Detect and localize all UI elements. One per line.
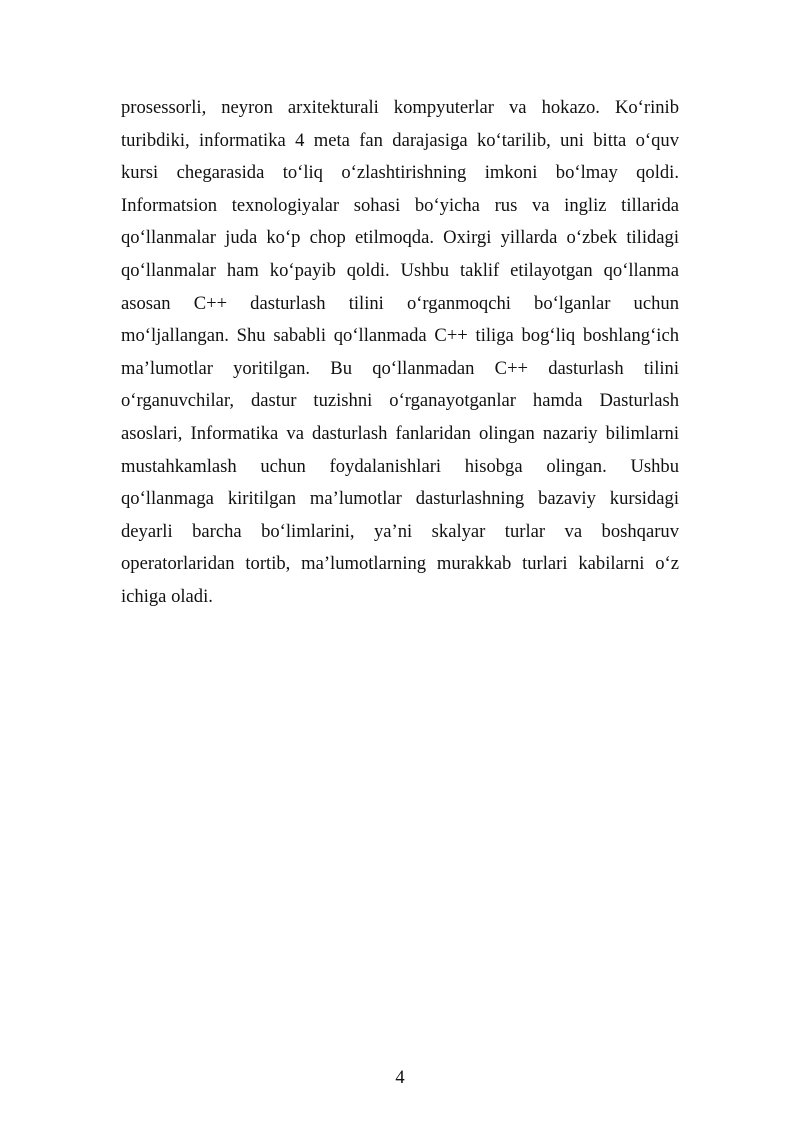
paragraph-line: Informatsion texnologiyalar sohasi boʻyicha rus va ingliz tillarida (121, 194, 679, 216)
body-paragraph (121, 92, 679, 614)
paragraph-line: qoʻllanmalar ham koʻpayib qoldi. Ushbu taklif etilayotgan qoʻllanma (121, 259, 679, 281)
page-number: 4 (395, 1067, 405, 1088)
paragraph-line: qoʻllanmaga kiritilgan maʼlumotlar dasturlashning bazaviy kursidagi (121, 488, 679, 510)
paragraph-line: asoslari, Informatika va dasturlash fanlaridan olingan nazariy bilimlarni (121, 422, 679, 444)
paragraph-line: deyarli barcha boʻlimlarini, yaʼni skalyar turlar va boshqaruv (121, 520, 679, 542)
paragraph-line: ichiga oladi. (121, 585, 213, 607)
paragraph-line: maʼlumotlar yoritilgan. Bu qoʻllanmadan C++ dasturlash tilini (121, 357, 679, 379)
paragraph-line: turibdiki, informatika 4 meta fan darajasiga koʻtarilib, uni bitta oʻquv (121, 129, 679, 151)
paragraph-line: asosan C++ dasturlash tilini oʻrganmoqchi boʻlganlar uchun (121, 292, 679, 314)
paragraph-line: kursi chegarasida toʻliq oʻzlashtirishning imkoni boʻlmay qoldi. (121, 162, 679, 184)
paragraph-line: qoʻllanmalar juda koʻp chop etilmoqda. Oxirgi yillarda oʻzbek tilidagi (121, 227, 679, 249)
paragraph-line: moʻljallangan. Shu sababli qoʻllanmada C++ tiliga bogʻliq boshlangʻich (121, 325, 679, 347)
paragraph-line: prosessorli, neyron arxitekturali kompyuterlar va hokazo. Koʻrinib (121, 97, 679, 118)
paragraph-line: mustahkamlash uchun foydalanishlari hisobga olingan. Ushbu (121, 455, 679, 477)
paragraph-line: operatorlaridan tortib, maʼlumotlarning murakkab turlari kabilarni oʻz (121, 553, 679, 575)
paragraph-line: oʻrganuvchilar, dastur tuzishni oʻrganayotganlar hamda Dasturlash (121, 390, 679, 412)
